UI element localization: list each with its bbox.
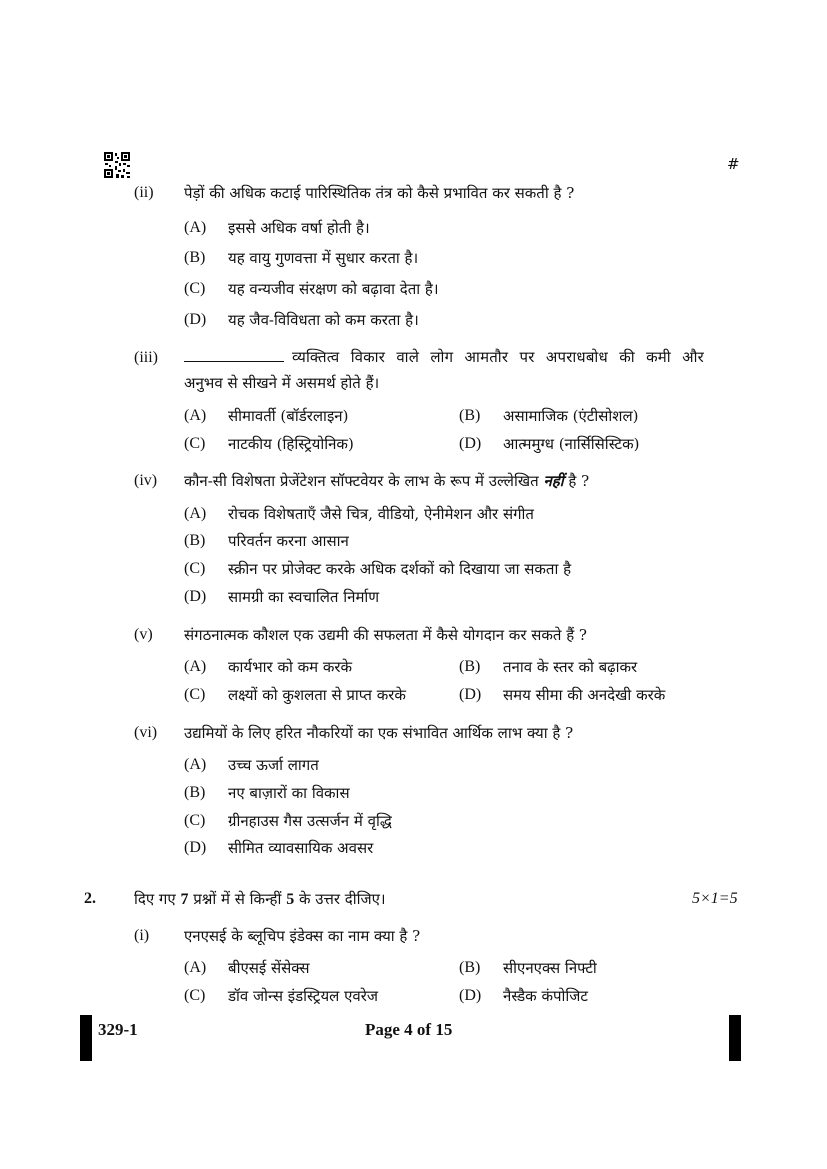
q2-instruction-text: के उत्तर दीजिए। <box>298 890 386 908</box>
option-key: (A) <box>184 959 207 976</box>
q1-iv-question-emphasis: नहीं <box>543 472 564 490</box>
q2-instruction-text: दिए गए <box>134 890 176 908</box>
q1-iii-label: (iii) <box>134 349 158 366</box>
option-text: सामग्री का स्वचालित निर्माण <box>228 588 380 606</box>
option-key: (B) <box>459 407 481 424</box>
option-key: (C) <box>184 812 206 829</box>
option-key: (C) <box>184 435 206 452</box>
q2-marks: 5×1=5 <box>692 890 738 907</box>
option-key: (B) <box>184 532 206 549</box>
q2-i-label: (i) <box>134 927 150 944</box>
option-text: यह वन्यजीव संरक्षण को बढ़ावा देता है। <box>228 280 439 298</box>
option-text: बीएसई सेंसेक्स <box>228 959 310 977</box>
option-text: असामाजिक (एंटीसोशल) <box>503 407 639 425</box>
q1-iii-question-line1 <box>184 347 704 367</box>
option-key: (C) <box>184 280 206 297</box>
footer-right-bar <box>729 1015 741 1061</box>
option-key: (A) <box>184 219 207 236</box>
q1-vi-label: (vi) <box>134 724 158 741</box>
q2-instruction-text: प्रश्नों में से किन्हीं <box>193 890 282 908</box>
option-text: सीएनएक्स निफ्टी <box>503 959 597 977</box>
q1-iv-question-end: है ? <box>568 472 590 490</box>
footer-left-bar <box>80 1015 92 1061</box>
option-key: (B) <box>459 658 481 675</box>
option-key: (A) <box>184 505 207 522</box>
q1-v-question: संगठनात्मक कौशल एक उद्यमी की सफलता में कैसे योगदान कर सकते हैं ? <box>184 626 587 644</box>
q1-iii-question-text: व्यक्तित्व विकार वाले लोग आमतौर पर अपराधबोध की कमी और <box>292 348 704 366</box>
option-text: लक्ष्यों को कुशलता से प्राप्त करके <box>228 686 406 704</box>
option-text: ग्रीनहाउस गैस उत्सर्जन में वृद्धि <box>228 812 392 830</box>
option-text: यह वायु गुणवत्ता में सुधार करता है। <box>228 249 419 267</box>
option-text: परिवर्तन करना आसान <box>228 532 349 550</box>
option-key: (A) <box>184 658 207 675</box>
option-key: (D) <box>184 588 207 605</box>
option-key: (C) <box>184 560 206 577</box>
option-key: (D) <box>184 839 207 856</box>
option-key: (C) <box>184 987 206 1004</box>
option-key: (C) <box>184 686 206 703</box>
option-text: नैस्डैक कंपोजिट <box>503 987 588 1005</box>
q1-ii-label: (ii) <box>134 184 154 201</box>
paper-code: 329-1 <box>98 1020 138 1039</box>
option-text: रोचक विशेषताएँ जैसे चित्र, वीडियो, ऐनीमेशन और संगीत <box>228 505 534 523</box>
option-key: (B) <box>184 249 206 266</box>
q2-instruction <box>134 889 386 910</box>
option-key: (D) <box>459 987 482 1004</box>
option-text: कार्यभार को कम करके <box>228 658 353 676</box>
q1-iv-question <box>184 471 589 491</box>
option-text: स्क्रीन पर प्रोजेक्ट करके अधिक दर्शकों को दिखाया जा सकता है <box>228 560 572 578</box>
option-text: यह जैव-विविधता को कम करता है। <box>228 311 419 329</box>
option-key: (D) <box>459 435 482 452</box>
option-text: सीमित व्यावसायिक अवसर <box>228 839 374 857</box>
option-key: (B) <box>184 784 206 801</box>
q1-v-label: (v) <box>134 626 153 643</box>
option-key: (D) <box>459 686 482 703</box>
option-key: (D) <box>184 311 207 328</box>
q2-number: 2. <box>84 890 96 907</box>
option-text: समय सीमा की अनदेखी करके <box>503 686 666 704</box>
option-key: (B) <box>459 959 481 976</box>
option-text: आत्ममुग्ध (नार्सिसिस्टिक) <box>503 435 640 453</box>
q1-iv-label: (iv) <box>134 472 158 489</box>
option-text: डॉव जोन्स इंडस्ट्रियल एवरेज <box>228 987 378 1005</box>
q1-iii-question-line2: अनुभव से सीखने में असमर्थ होते हैं। <box>184 374 380 392</box>
qr-code-icon <box>104 152 130 178</box>
option-text: नाटकीय (हिस्ट्रियोनिक) <box>228 435 354 453</box>
page-hash-mark: # <box>727 155 740 173</box>
q2-total-count: 7 <box>180 891 189 908</box>
fill-in-blank <box>184 347 284 362</box>
q1-vi-question: उद्यमियों के लिए हरित नौकरियों का एक संभावित आर्थिक लाभ क्या है ? <box>184 724 574 742</box>
page-number: Page 4 of 15 <box>365 1020 453 1039</box>
option-text: तनाव के स्तर को बढ़ाकर <box>503 658 638 676</box>
option-text: नए बाज़ारों का विकास <box>228 784 350 802</box>
option-text: उच्च ऊर्जा लागत <box>228 756 319 774</box>
q1-iv-question-text: कौन-सी विशेषता प्रेजेंटेशन सॉफ्टवेयर के लाभ के रूप में उल्लेखित <box>184 472 539 490</box>
option-text: सीमावर्ती (बॉर्डरलाइन) <box>228 407 349 425</box>
option-key: (A) <box>184 407 207 424</box>
option-text: इससे अधिक वर्षा होती है। <box>228 219 370 237</box>
option-key: (A) <box>184 756 207 773</box>
q1-ii-question: पेड़ों की अधिक कटाई पारिस्थितिक तंत्र को कैसे प्रभावित कर सकती है ? <box>184 184 575 202</box>
q2-attempt-count: 5 <box>286 891 295 908</box>
q2-i-question: एनएसई के ब्लूचिप इंडेक्स का नाम क्या है ? <box>184 927 421 945</box>
